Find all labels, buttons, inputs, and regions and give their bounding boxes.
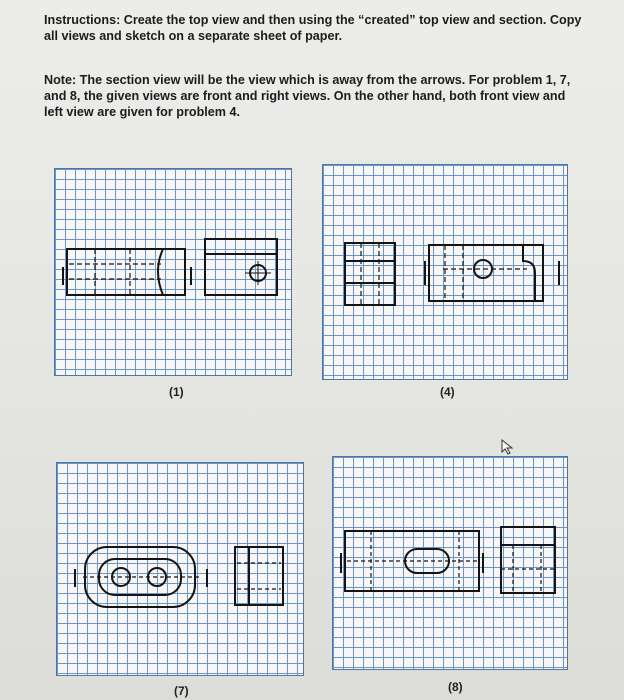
problem-8-grid (332, 456, 568, 670)
problem-4-drawing (323, 165, 569, 381)
note-text: Note: The section view will be the view which is away from the arrows. For problem 1, 7, and 8, the given views are front and right views. On the other hand, both front view and left view are given for problem 4. (44, 73, 571, 119)
problem-1-grid (54, 168, 292, 376)
p1-front-view (67, 249, 185, 295)
p1-front-notch (158, 249, 163, 295)
problem-7-label: (7) (174, 684, 189, 698)
problem-7-drawing (57, 463, 305, 677)
problem-1-drawing (55, 169, 293, 377)
problem-4-grid (322, 164, 568, 380)
problem-1-label: (1) (169, 385, 184, 399)
problem-8-label: (8) (448, 680, 463, 694)
problem-8-drawing (333, 457, 569, 671)
p8-right-view (501, 527, 555, 593)
instructions-text: Instructions: Create the top view and then using the “created” top view and section. Copy all views and sketch on a separate sheet of paper. (44, 13, 582, 43)
problem-7-grid (56, 462, 304, 676)
problem-4-label: (4) (440, 385, 455, 399)
p7-right-view (235, 547, 283, 605)
mouse-cursor-icon (500, 438, 516, 456)
p4-front-view (429, 245, 543, 301)
p1-right-view (205, 239, 277, 295)
p4-left-view (345, 243, 395, 305)
